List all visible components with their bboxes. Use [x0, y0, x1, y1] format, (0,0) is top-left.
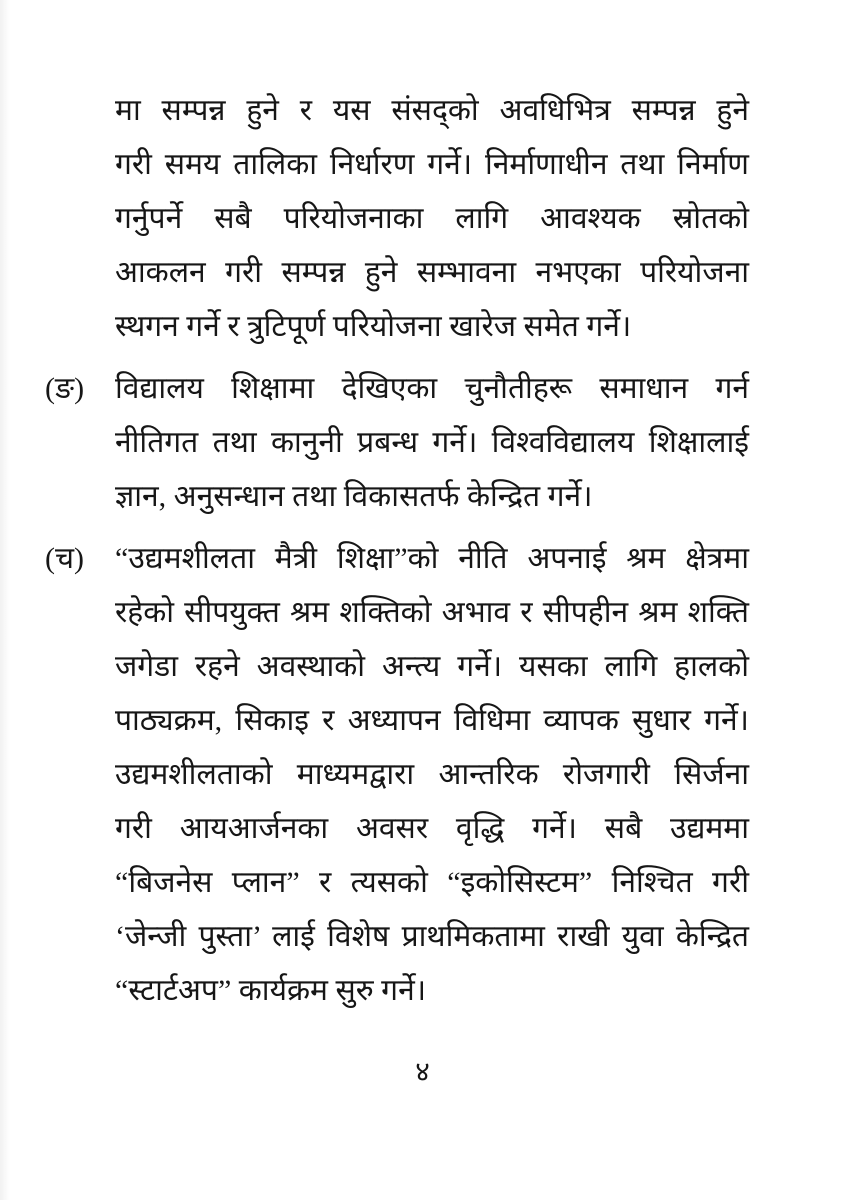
- list-marker-nga: (ङ): [45, 372, 85, 405]
- text-line: गरी आयआर्जनका अवसर वृद्धि गर्ने। सबै उद्यममा: [115, 812, 749, 845]
- text-column: [45, 84, 749, 1026]
- list-item-cha: [45, 532, 749, 1018]
- list-item-nga: [45, 362, 749, 524]
- text-line: ज्ञान, अनुसन्धान तथा विकासतर्फ केन्द्रित गर्ने।: [115, 480, 593, 513]
- text-line: पाठ्यक्रम, सिकाइ र अध्यापन विधिमा व्यापक सुधार गर्ने।: [115, 704, 749, 737]
- text-line: ‘जेन्जी पुस्ता’ लाई विशेष प्राथमिकतामा राखी युवा केन्द्रित: [115, 920, 749, 953]
- text-line: विद्यालय शिक्षामा देखिएका चुनौतीहरू समाधान गर्न: [115, 372, 749, 405]
- text-line: मा सम्पन्न हुने र यस संसद्को अवधिभित्र सम्पन्न हुने: [115, 94, 749, 127]
- paragraph-continuation: [45, 84, 749, 354]
- text-line: जगेडा रहने अवस्थाको अन्त्य गर्ने। यसका लागि हालको: [115, 650, 749, 683]
- text-line: रहेको सीपयुक्त श्रम शक्तिको अभाव र सीपहीन श्रम शक्ति: [115, 596, 749, 629]
- text-line: गरी समय तालिका निर्धारण गर्ने। निर्माणाधीन तथा निर्माण: [115, 148, 749, 181]
- paragraph-lines: [115, 532, 749, 1018]
- text-line: आकलन गरी सम्पन्न हुने सम्भावना नभएका परियोजना: [115, 256, 749, 289]
- text-line: “स्टार्टअप” कार्यक्रम सुरु गर्ने।: [115, 974, 427, 1007]
- list-marker-cha: (च): [45, 542, 85, 575]
- text-line: उद्यमशीलताको माध्यमद्वारा आन्तरिक रोजगारी सिर्जना: [115, 758, 749, 791]
- paragraph-lines: [115, 362, 749, 524]
- text-line: स्थगन गर्ने र त्रुटिपूर्ण परियोजना खारेज समेत गर्ने।: [115, 310, 632, 343]
- page-number: ४: [415, 1057, 430, 1088]
- text-line: गर्नुपर्ने सबै परियोजनाका लागि आवश्यक स्रोतको: [115, 202, 749, 235]
- text-line: नीतिगत तथा कानुनी प्रबन्ध गर्ने। विश्वविद्यालय शिक्षालाई: [115, 426, 749, 459]
- text-line: “उद्यमशीलता मैत्री शिक्षा”को नीति अपनाई श्रम क्षेत्रमा: [115, 542, 749, 575]
- paragraph-lines: [115, 84, 749, 354]
- text-line: “बिजनेस प्लान” र त्यसको “इकोसिस्टम” निश्चित गरी: [115, 866, 749, 899]
